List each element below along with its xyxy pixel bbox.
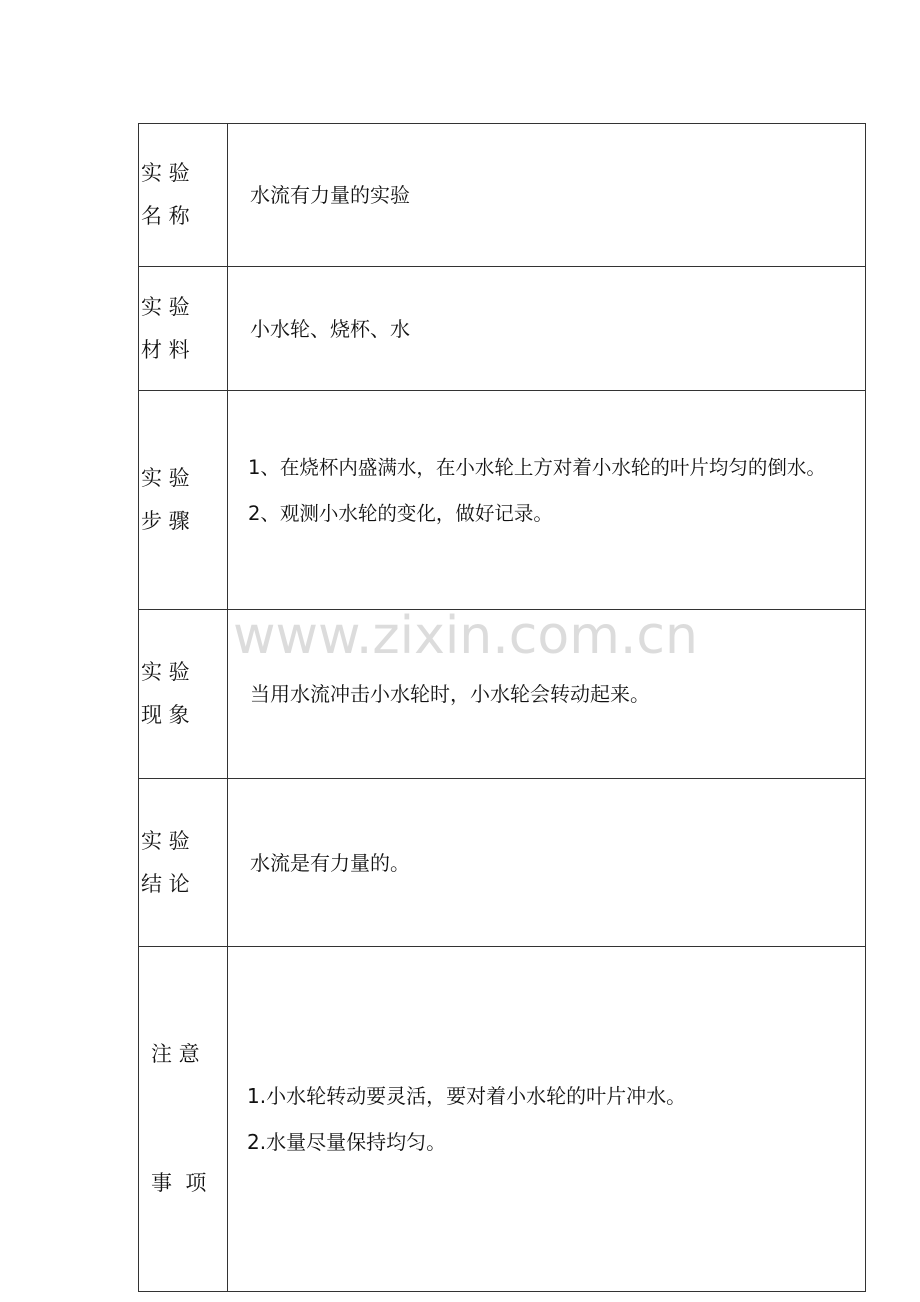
row-content [228,445,865,537]
row-experiment-conclusion [139,779,866,947]
label-line-2: 事 项 [151,1171,207,1195]
row-label [139,820,227,906]
label-line-2: 名 称 [141,204,190,228]
content-cell [228,779,866,947]
label-line-1: 实 验 [141,294,190,319]
label-line-2: 材 料 [141,337,190,362]
row-label [139,651,227,737]
content-line: 水流是有力量的。 [250,850,410,875]
label-cell [139,947,228,1292]
content-line: 小水轮、烧杯、水 [250,316,410,341]
content-line: 1.小水轮转动要灵活，要对着小水轮的叶片冲水。 [247,1084,687,1108]
content-cell [228,267,866,391]
row-content [228,306,865,352]
row-experiment-steps [139,391,866,610]
content-line: 水流有力量的实验 [250,183,410,207]
row-experiment-materials [139,267,866,391]
row-content [228,671,865,717]
label-line-2: 结 论 [141,871,190,896]
label-line-1: 实 验 [141,466,190,490]
label-cell [139,391,228,610]
label-line-1: 实 验 [141,660,190,684]
row-experiment-phenomenon [139,610,866,779]
watermark: www.zixin.com.cn [233,606,698,666]
content-line: 1、在烧杯内盛满水，在小水轮上方对着小水轮的叶片均匀的倒水。 [248,456,826,479]
row-content [228,172,865,218]
content-cell [228,947,866,1292]
label-cell [139,779,228,947]
label-cell [139,124,228,267]
label-line-2: 步 骤 [141,509,190,533]
row-label [139,947,227,1291]
row-precautions [139,947,866,1292]
label-line-1: 注 意 [151,1042,200,1066]
label-line-2: 现 象 [141,703,190,727]
row-label [139,152,227,238]
row-content [228,840,865,886]
row-label [139,457,227,543]
label-line-1: 实 验 [141,161,190,185]
label-cell [139,267,228,391]
content-line: 2、观测小水轮的变化，做好记录。 [248,502,553,525]
row-experiment-name [139,124,866,267]
content-cell [228,124,866,267]
content-cell [228,391,866,610]
content-line: 当用水流冲击小水轮时，小水轮会转动起来。 [250,682,650,706]
row-label [139,286,227,372]
label-cell [139,610,228,779]
experiment-record-table [138,123,866,1292]
row-content [228,1073,865,1165]
content-cell [228,610,866,779]
content-line: 2.水量尽量保持均匀。 [247,1130,447,1154]
label-line-1: 实 验 [141,828,190,853]
